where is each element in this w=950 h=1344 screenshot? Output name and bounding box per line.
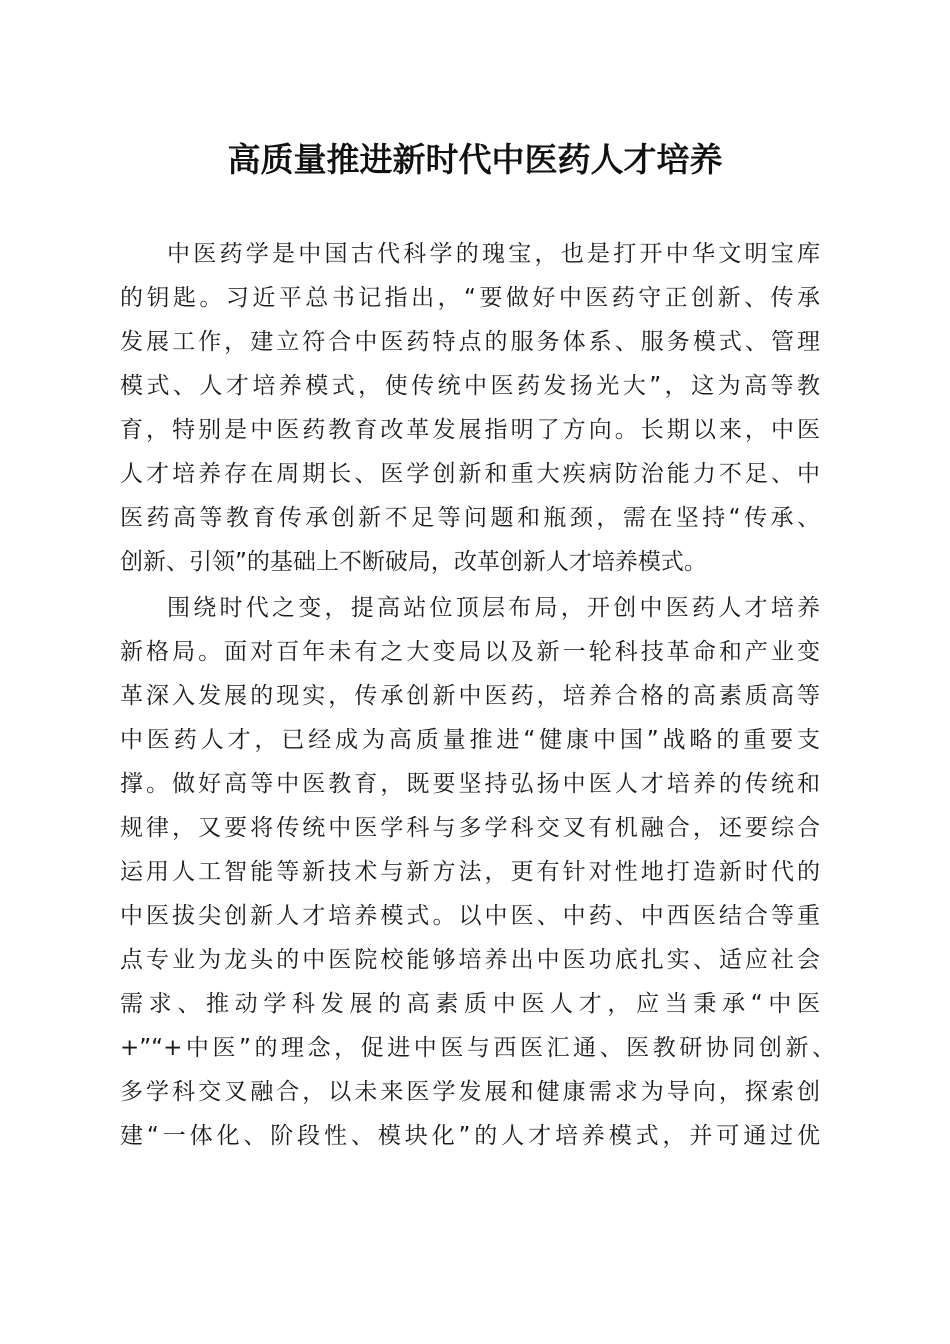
paragraph-2-line-9: 点专业为龙头的中医院校能够培养出中医功底扎实、适应社会 [120,947,820,973]
paragraph-2-line-10: 需求、推动学科发展的高素质中医人才，应当秉承“中医 [120,991,820,1017]
paragraph-1-line-5: 育，特别是中医药教育改革发展指明了方向。长期以来，中医 [120,417,820,443]
paragraph-1-line-2: 的钥匙。习近平总书记指出，“要做好中医药守正创新、传承 [120,285,820,311]
paragraph-2-line-4: 中医药人才，已经成为高质量推进“健康中国”战略的重要支 [120,727,820,753]
paragraph-2-line-5: 撑。做好高等中医教育，既要坚持弘扬中医人才培养的传统和 [120,771,820,797]
paragraph-1-line-8: 创新、引领”的基础上不断破局，改革创新人才培养模式。 [120,549,707,575]
paragraph-1-line-4: 模式、人才培养模式，使传统中医药发扬光大”，这为高等教 [120,373,820,399]
paragraph-1-line-7: 医药高等教育传承创新不足等问题和瓶颈，需在坚持“传承、 [120,505,820,531]
paragraph-2-line-11: +”“+中医”的理念，促进中医与西医汇通、医教研协同创新、 [120,1035,835,1061]
paragraph-1-line-3: 发展工作，建立符合中医药特点的服务体系、服务模式、管理 [120,329,820,355]
paragraph-1-line-1: 中医药学是中国古代科学的瑰宝，也是打开中华文明宝库 [167,241,820,267]
paragraph-2-line-12: 多学科交叉融合，以未来医学发展和健康需求为导向，探索创 [120,1079,820,1105]
paragraph-1-line-6: 人才培养存在周期长、医学创新和重大疾病防治能力不足、中 [120,461,820,487]
paragraph-2-line-3: 革深入发展的现实，传承创新中医药，培养合格的高素质高等 [120,683,820,709]
paragraph-2-line-6: 规律，又要将传统中医学科与多学科交叉有机融合，还要综合 [120,815,820,841]
paragraph-2-line-8: 中医拔尖创新人才培养模式。以中医、中药、中西医结合等重 [120,903,820,929]
document-title: 高质量推进新时代中医药人才培养 [227,140,723,179]
paragraph-2-line-13: 建“一体化、阶段性、模块化”的人才培养模式，并可通过优 [120,1123,820,1149]
paragraph-2-line-7: 运用人工智能等新技术与新方法，更有针对性地打造新时代的 [120,859,820,885]
paragraph-2-line-2: 新格局。面对百年未有之大变局以及新一轮科技革命和产业变 [120,639,820,665]
paragraph-2-line-1: 围绕时代之变，提高站位顶层布局，开创中医药人才培养 [167,595,820,621]
